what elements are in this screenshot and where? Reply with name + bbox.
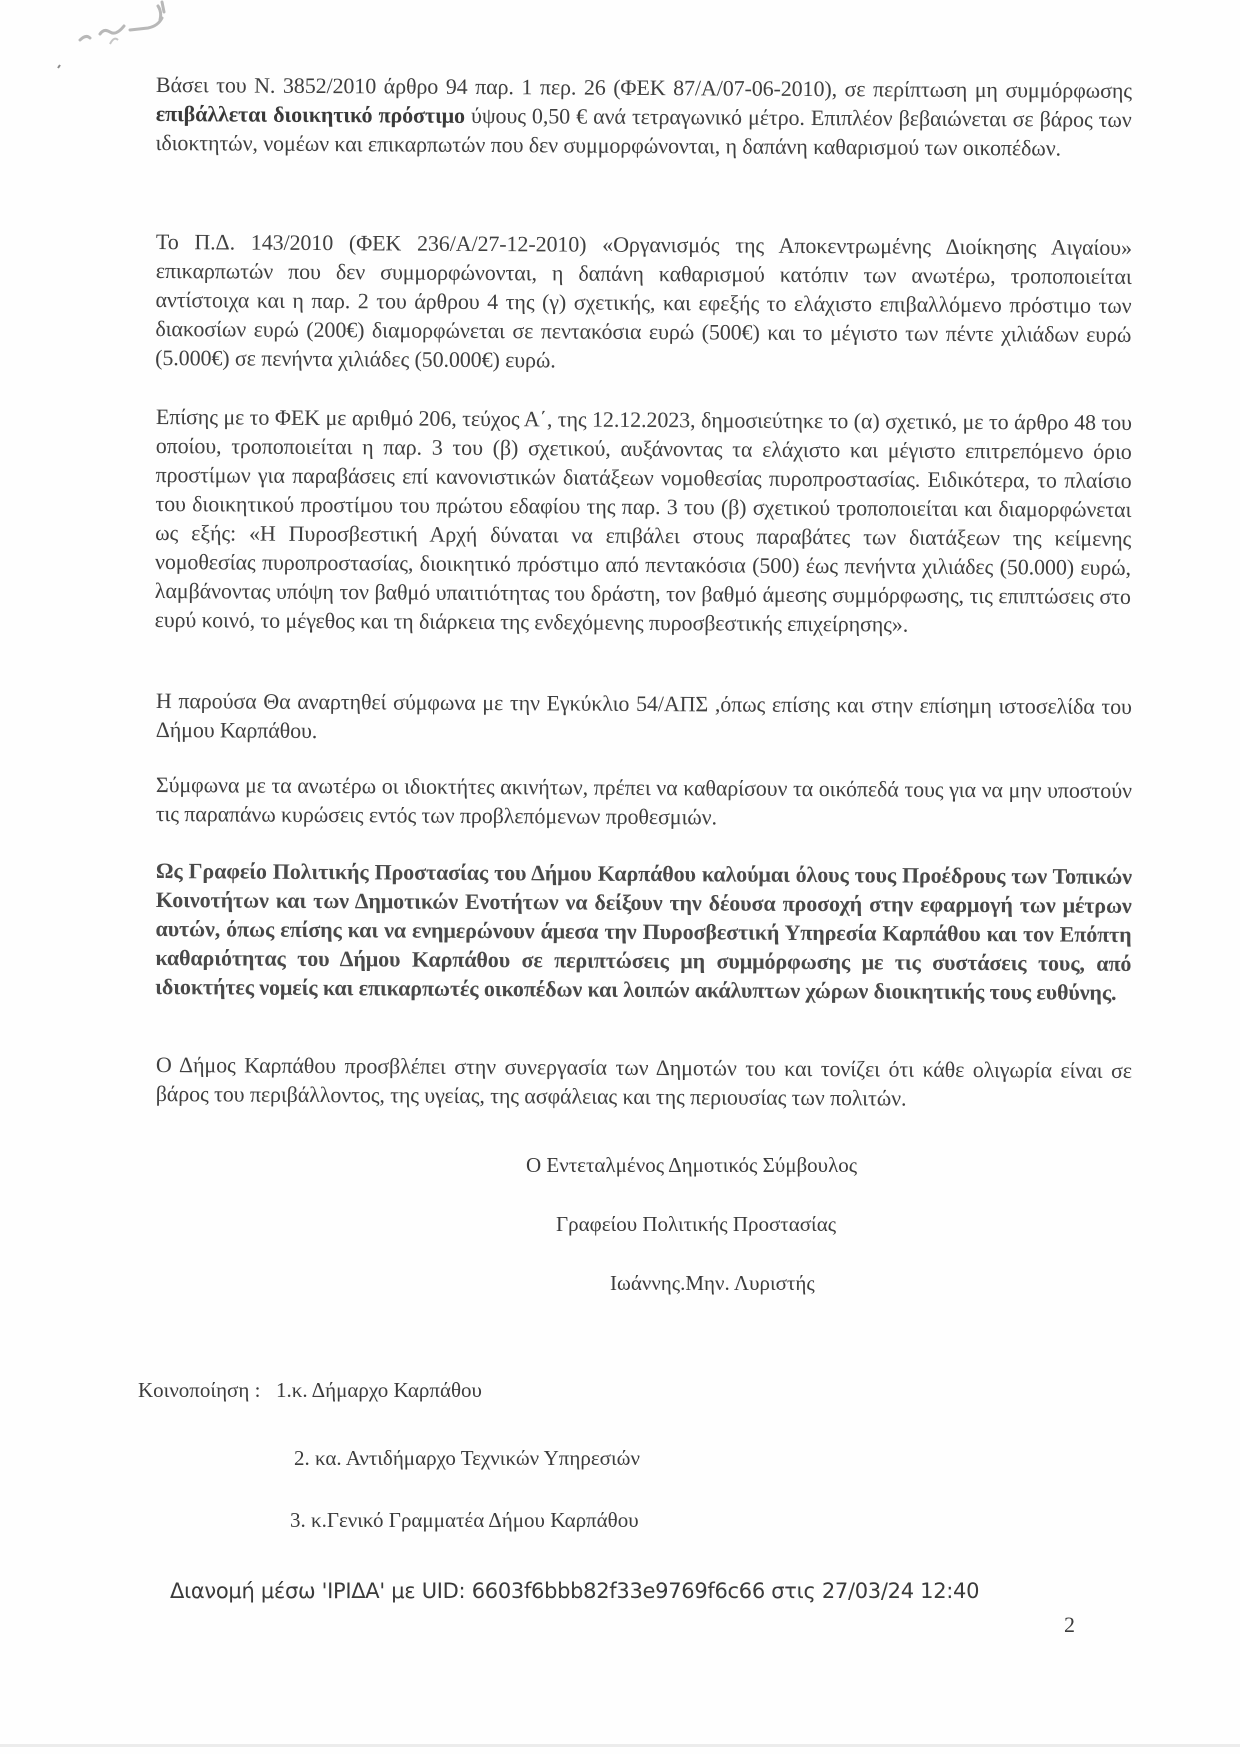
scan-smudge-mark — [40, 0, 220, 80]
cc-label: Κοινοποίηση : — [138, 1378, 261, 1402]
scan-bottom-edge — [0, 1744, 1240, 1747]
paragraph-civil-protection-call: Ως Γραφείο Πολιτικής Προστασίας του Δήμου Καρπάθου καλούμαι όλους τους Προέδρους των Τοπικών Κοινοτήτων και των Δημοτικών Ενοτήτων να δείξουν την δέουσα προσοχή στην εφαρμογή των μέτρων αυτών, όπως επίσης και να ενημερώνουν άμεσα την Πυροσβεστική Υπηρεσία Καρπάθου και τον Επόπτη καθαριότητας του Δήμου Καρπάθου σε περιπτώσεις μη συμμόρφωσης με τις συστάσεις τους, από ιδιοκτήτες νομείς και επικαρπωτές οικοπέδων και λοιπών ακάλυπτων χώρων διοικητικής τους ευθύνης. — [155, 857, 1132, 1005]
paragraph-fine-basis — [155, 70, 1132, 163]
paragraph-text: ύψους 0,50 € ανά τετραγωνικό μέτρο. Επιπλέον βεβαιώνεται σε βάρος των ιδιοκτητών, νομέων και επικαρπωτών που δεν συμμορφώνονται, η δαπάνη καθαρισμού των οικοπέδων. — [155, 102, 1132, 161]
page-number: 2 — [1064, 1612, 1075, 1637]
cc-recipient: 1.κ. Δήμαρχο Καρπάθου — [276, 1378, 482, 1402]
paragraph-publication: Η παρούσα Θα αναρτηθεί σύμφωνα με την Εγκύκλιο 54/ΑΠΣ ,όπως επίσης και στην επίσημη ιστοσελίδα του Δήμου Καρπάθου. — [155, 687, 1132, 743]
distribution-stamp: Διανομή μέσω 'ΙΡΙΔΑ' με UID: 6603f6bbb82f33e9769f6c66 στις 27/03/24 12:40 — [170, 1579, 980, 1603]
paragraph-fek-206: Επίσης με το ΦΕΚ με αριθμό 206, τεύχος Α΄, της 12.12.2023, δημοσιεύτηκε το (α) σχετικό, με το άρθρο 48 του οποίου, τροποποιείται η παρ. 3 του (β) σχετικού, αυξάνοντας τα ελάχιστο και μέγιστο επιτρεπόμενο όριο προστίμων για παραβάσεις επί κανονιστικών διατάξεων νομοθεσίας πυροπροστασίας. Ειδικότερα, το πλαίσιο του διοικητικού προστίμου του πρώτου εδαφίου της παρ. 3 του (β) σχετικού τροποποιείται και διαμορφώνεται ως εξής: «Η Πυροσβεστική Αρχή δύναται να επιβάλει στους παραβάτες των διατάξεων της κείμενης νομοθεσίας πυροπροστασίας, διοικητικό πρόστιμο από πεντακόσια (500) έως πενήντα χιλιάδες (50.000) ευρώ, λαμβάνοντας υπόψη τον βαθμό υπαιτιότητας του δράστη, τον βαθμό άμεσης συμμόρφωσης, τις επιπτώσεις στο ευρύ κοινό, το μέγεθος και τη διάρκεια της ενδεχόμενης πυροσβεστικής επιχείρησης». — [154, 403, 1132, 637]
paragraph-text: Βάσει του Ν. 3852/2010 άρθρο 94 παρ. 1 περ. 26 (ΦΕΚ 87/Α/07-06-2010), σε περίπτωση μη συμμόρφωσης — [155, 71, 1132, 103]
bold-penalty-text: επιβάλλεται διοικητικό πρόστιμο — [155, 100, 466, 128]
cc-recipient: 3. κ.Γενικό Γραμματέα Δήμου Καρπάθου — [290, 1508, 639, 1532]
paragraph-closing: Ο Δήμος Καρπάθου προσβλέπει στην συνεργασία των Δημοτών του και τονίζει ότι κάθε ολιγωρία είναι σε βάρος του περιβάλλοντος, της υγείας, της ασφάλειας και της περιουσίας των πολιτών. — [155, 1052, 1132, 1111]
signature-office: Γραφείου Πολιτικής Προστασίας — [556, 1212, 837, 1236]
paragraph-owners-obligation: Σύμφωνα με τα ανωτέρω οι ιδιοκτήτες ακινήτων, πρέπει να καθαρίσουν τα οικόπεδά τους για να μην υποστούν τις παραπάνω κυρώσεις εντός των προβλεπόμενων προθεσμιών. — [155, 771, 1132, 830]
paragraph-presidential-decree: Το Π.Δ. 143/2010 (ΦΕΚ 236/Α/27-12-2010) «Οργανισμός της Αποκεντρωμένης Διοίκησης Αιγαίου» επικαρπωτών που δεν συμμορφώνονται, η δαπάνη καθαρισμού κατόπιν των ανωτέρω, τροποποιείται αντίστοιχα και η παρ. 2 του άρθρου 4 της (γ) σχετικής, και εφεξής το ελάχιστο επιβαλλόμενο πρόστιμο των διακοσίων ευρώ (200€) διαμορφώνεται σε πεντακόσια ευρώ (500€) και το μέγιστο των πέντε χιλιάδων ευρώ (5.000€) σε πενήντα χιλιάδες (50.000€) ευρώ. — [155, 228, 1132, 373]
signature-title: Ο Εντεταλμένος Δημοτικός Σύμβουλος — [526, 1153, 858, 1177]
cc-recipient: 2. κα. Αντιδήμαρχο Τεχνικών Υπηρεσιών — [294, 1446, 640, 1470]
signature-name: Ιωάννης.Μην. Λυριστής — [610, 1271, 815, 1295]
